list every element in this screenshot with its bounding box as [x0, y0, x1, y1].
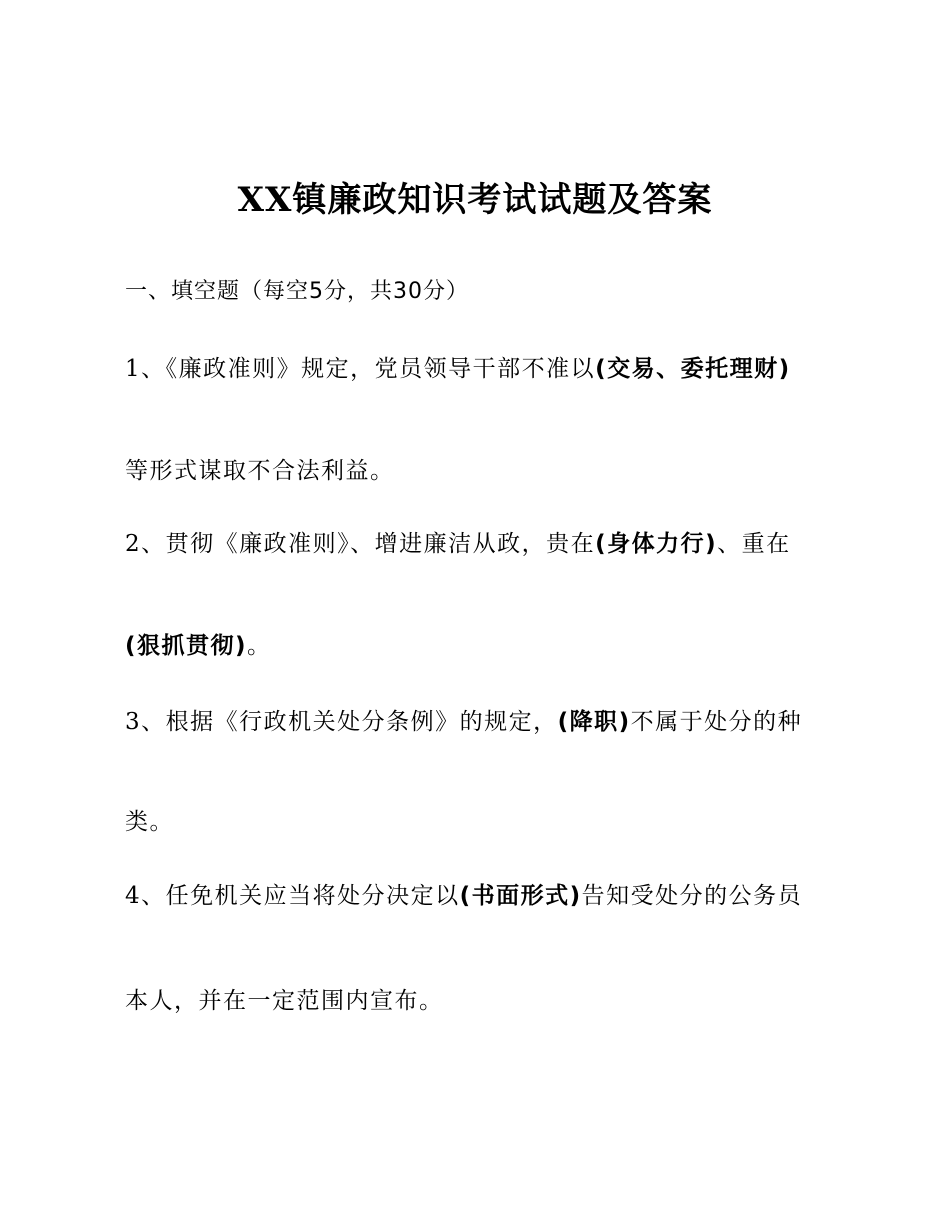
question-3-line-2 — [125, 803, 174, 836]
document-title: XX镇廉政知识考试试题及答案 — [237, 180, 713, 220]
question-text: 等形式谋取不合法利益。 — [125, 458, 395, 484]
answer-text: (身体力行) — [595, 531, 718, 557]
question-number: 4、 — [125, 883, 166, 909]
question-text: 本人，并在一定范围内宣布。 — [125, 988, 444, 1014]
question-text: 《廉政准则》规定，党员领导干部不准以 — [165, 356, 596, 382]
answer-text: (交易、委托理财) — [595, 356, 791, 382]
question-1-line-2 — [125, 452, 395, 485]
question-2-line-2 — [125, 627, 272, 660]
question-text: 贯彻《廉政准则》、增进廉洁从政，贵在 — [165, 531, 596, 557]
question-4-line-2 — [125, 982, 444, 1015]
question-1-line-1 — [125, 350, 791, 383]
section-heading: 一、填空题（每空5分，共30分） — [125, 279, 469, 304]
question-2-line-1 — [125, 525, 791, 558]
answer-text: (降职) — [557, 709, 631, 735]
question-number: 3、 — [125, 709, 166, 735]
question-3-line-1 — [125, 703, 802, 736]
question-text: 。 — [247, 633, 272, 659]
question-text: 、重在 — [717, 531, 791, 557]
question-number: 1、 — [125, 356, 166, 382]
question-number: 2、 — [125, 531, 166, 557]
question-4-line-1 — [125, 877, 802, 910]
answer-text: (狠抓贯彻) — [125, 633, 248, 659]
question-text: 不属于处分的种 — [630, 709, 803, 735]
question-text: 根据《行政机关处分条例》的规定， — [165, 709, 558, 735]
question-text: 类。 — [125, 809, 174, 835]
question-text: 告知受处分的公务员 — [581, 883, 803, 909]
question-text: 任免机关应当将处分决定以 — [165, 883, 460, 909]
answer-text: (书面形式) — [459, 883, 582, 909]
